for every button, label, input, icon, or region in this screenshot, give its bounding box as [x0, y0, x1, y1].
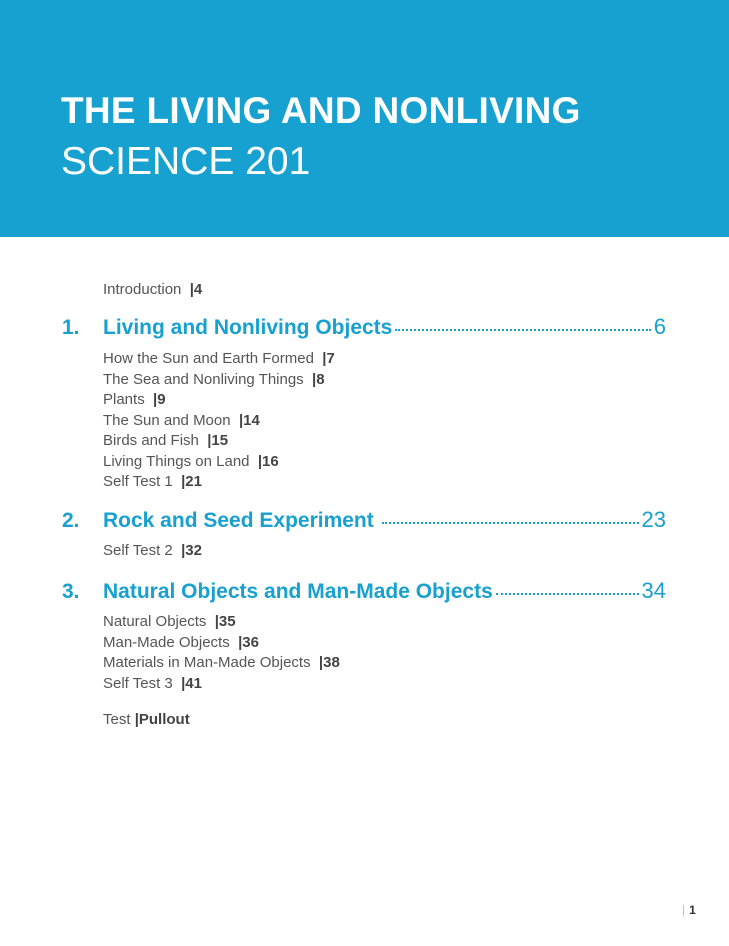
toc-section[interactable] [103, 431, 228, 451]
page-number-value: 1 [689, 903, 696, 917]
entry-label: Self Test 1 [103, 473, 173, 490]
chapter-number: 2. [62, 509, 80, 532]
toc-section[interactable] [103, 612, 236, 632]
entry-label: Birds and Fish [103, 432, 199, 449]
dot-leader [382, 522, 639, 524]
chapter-title: Rock and Seed Experiment [103, 509, 374, 532]
entry-page: |8 [312, 370, 325, 388]
entry-label: The Sea and Nonliving Things [103, 370, 304, 388]
chapter-page: 6 [653, 314, 666, 339]
toc-chapter-3[interactable] [62, 578, 666, 604]
toc-entry-test[interactable] [103, 710, 190, 730]
entry-page: |9 [153, 391, 166, 408]
chapter-number: 3. [62, 580, 80, 603]
toc-entry-introduction[interactable] [103, 280, 202, 300]
toc-section[interactable] [103, 472, 202, 492]
entry-label: Man-Made Objects [103, 633, 230, 651]
entry-label: The Sun and Moon [103, 411, 231, 429]
document-subtitle: SCIENCE 201 [61, 140, 311, 183]
entry-label: Self Test 2 [103, 542, 173, 559]
entry-label: Plants [103, 391, 145, 408]
entry-label: How the Sun and Earth Formed [103, 350, 314, 367]
entry-page: |21 [181, 473, 202, 490]
toc-section[interactable] [103, 390, 166, 410]
page-number [682, 903, 696, 917]
toc-section[interactable] [103, 633, 259, 653]
entry-label: Natural Objects [103, 613, 207, 630]
entry-label: Materials in Man-Made Objects [103, 654, 311, 671]
toc-section[interactable] [103, 411, 260, 431]
dot-leader [496, 593, 639, 595]
toc-section[interactable] [103, 349, 335, 369]
toc-chapter-2[interactable] [62, 507, 666, 533]
chapter-number: 1. [62, 316, 80, 339]
entry-label: Introduction [103, 281, 182, 298]
toc-section[interactable] [103, 452, 279, 472]
entry-page: |Pullout [134, 711, 190, 728]
document-title: THE LIVING AND NONLIVING [61, 90, 581, 131]
entry-page: |38 [318, 654, 340, 671]
entry-page: |35 [214, 613, 236, 630]
toc-section[interactable] [103, 541, 202, 561]
chapter-title: Living and Nonliving Objects [103, 316, 393, 339]
entry-page: |14 [238, 411, 260, 429]
entry-label: Self Test 3 [103, 674, 173, 692]
dot-leader [395, 329, 650, 331]
entry-page: |41 [181, 674, 202, 692]
entry-label: Test [103, 711, 131, 728]
chapter-page: 34 [641, 578, 666, 603]
entry-page: |15 [207, 432, 229, 449]
entry-page: |4 [189, 281, 203, 298]
chapter-title: Natural Objects and Man-Made Objects [103, 580, 493, 603]
toc-chapter-1[interactable] [62, 314, 666, 340]
entry-page: |16 [257, 452, 279, 470]
entry-page: |32 [181, 542, 202, 559]
chapter-page: 23 [641, 507, 666, 532]
toc-section[interactable] [103, 653, 340, 673]
toc-section[interactable] [103, 370, 325, 390]
entry-page: |7 [322, 350, 335, 367]
header-banner [0, 0, 729, 237]
page-separator: | [682, 903, 686, 917]
entry-label: Living Things on Land [103, 452, 250, 470]
toc-section[interactable] [103, 674, 202, 694]
entry-page: |36 [238, 633, 259, 651]
